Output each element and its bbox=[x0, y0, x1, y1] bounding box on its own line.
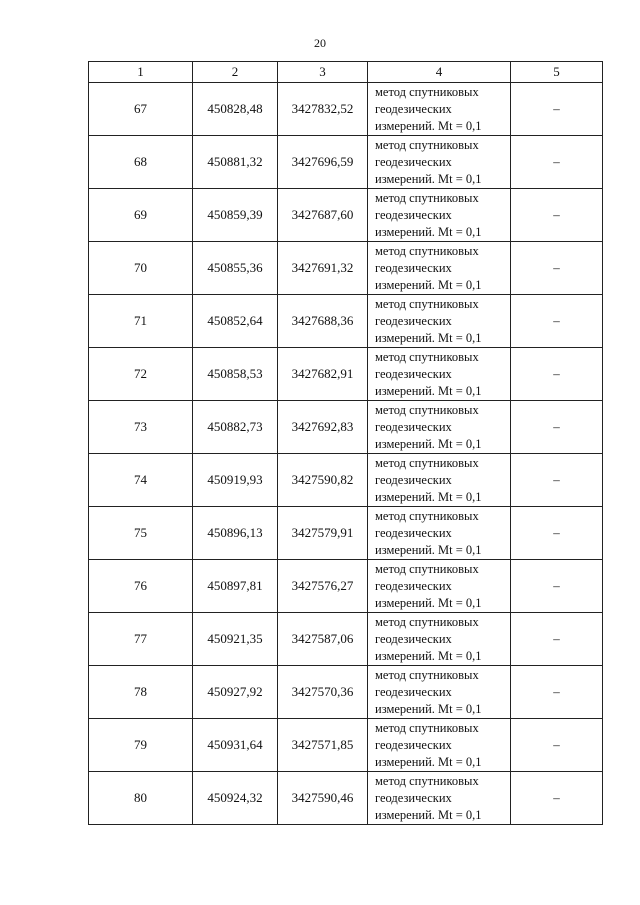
point-number: 75 bbox=[89, 507, 193, 560]
table-row bbox=[89, 189, 603, 242]
method-line: измерений. Mt = 0,1 bbox=[375, 224, 482, 239]
page-number: 20 bbox=[314, 36, 326, 50]
note: – bbox=[511, 719, 603, 772]
coordinate-x: 450896,13 bbox=[193, 507, 278, 560]
coordinate-y: 3427692,83 bbox=[278, 401, 368, 454]
coordinate-x: 450881,32 bbox=[193, 136, 278, 189]
note: – bbox=[511, 560, 603, 613]
method-line: измерений. Mt = 0,1 bbox=[375, 701, 482, 716]
method-line: измерений. Mt = 0,1 bbox=[375, 171, 482, 186]
method-line: метод спутниковых bbox=[375, 296, 479, 311]
method-line: измерений. Mt = 0,1 bbox=[375, 118, 482, 133]
table-row bbox=[89, 348, 603, 401]
coordinate-x: 450882,73 bbox=[193, 401, 278, 454]
coordinate-y: 3427688,36 bbox=[278, 295, 368, 348]
table-row bbox=[89, 613, 603, 666]
point-number: 77 bbox=[89, 613, 193, 666]
coordinate-y: 3427691,32 bbox=[278, 242, 368, 295]
coordinate-y: 3427590,82 bbox=[278, 454, 368, 507]
point-number: 74 bbox=[89, 454, 193, 507]
table-row bbox=[89, 401, 603, 454]
note: – bbox=[511, 348, 603, 401]
table-row bbox=[89, 295, 603, 348]
method-line: метод спутниковых bbox=[375, 720, 479, 735]
method-line: метод спутниковых bbox=[375, 190, 479, 205]
measurement-method bbox=[368, 666, 511, 719]
point-number: 76 bbox=[89, 560, 193, 613]
method-line: геодезических bbox=[375, 737, 452, 752]
point-number: 70 bbox=[89, 242, 193, 295]
method-line: геодезических bbox=[375, 366, 452, 381]
note: – bbox=[511, 83, 603, 136]
measurement-method bbox=[368, 454, 511, 507]
point-number: 67 bbox=[89, 83, 193, 136]
coordinate-x: 450859,39 bbox=[193, 189, 278, 242]
measurement-method bbox=[368, 348, 511, 401]
method-line: метод спутниковых bbox=[375, 508, 479, 523]
column-header-5: 5 bbox=[511, 62, 603, 83]
note: – bbox=[511, 454, 603, 507]
method-line: метод спутниковых bbox=[375, 243, 479, 258]
coordinate-x: 450828,48 bbox=[193, 83, 278, 136]
coordinates-table bbox=[88, 61, 603, 825]
point-number: 79 bbox=[89, 719, 193, 772]
method-line: геодезических bbox=[375, 260, 452, 275]
coordinate-x: 450924,32 bbox=[193, 772, 278, 825]
measurement-method bbox=[368, 772, 511, 825]
method-line: геодезических bbox=[375, 419, 452, 434]
column-header-4: 4 bbox=[368, 62, 511, 83]
table-row bbox=[89, 454, 603, 507]
method-line: геодезических bbox=[375, 525, 452, 540]
coordinate-y: 3427682,91 bbox=[278, 348, 368, 401]
method-line: метод спутниковых bbox=[375, 667, 479, 682]
measurement-method bbox=[368, 613, 511, 666]
header-row bbox=[89, 62, 603, 83]
table-row bbox=[89, 719, 603, 772]
coordinate-y: 3427832,52 bbox=[278, 83, 368, 136]
coordinate-x: 450897,81 bbox=[193, 560, 278, 613]
column-header-1: 1 bbox=[89, 62, 193, 83]
coordinate-y: 3427571,85 bbox=[278, 719, 368, 772]
point-number: 69 bbox=[89, 189, 193, 242]
measurement-method bbox=[368, 507, 511, 560]
coordinate-y: 3427576,27 bbox=[278, 560, 368, 613]
point-number: 78 bbox=[89, 666, 193, 719]
note: – bbox=[511, 772, 603, 825]
point-number: 73 bbox=[89, 401, 193, 454]
measurement-method bbox=[368, 719, 511, 772]
coordinate-y: 3427590,46 bbox=[278, 772, 368, 825]
table-row bbox=[89, 507, 603, 560]
method-line: измерений. Mt = 0,1 bbox=[375, 754, 482, 769]
coordinate-y: 3427570,36 bbox=[278, 666, 368, 719]
coordinate-x: 450927,92 bbox=[193, 666, 278, 719]
note: – bbox=[511, 613, 603, 666]
coordinate-x: 450855,36 bbox=[193, 242, 278, 295]
coordinate-y: 3427579,91 bbox=[278, 507, 368, 560]
point-number: 68 bbox=[89, 136, 193, 189]
column-header-2: 2 bbox=[193, 62, 278, 83]
method-line: метод спутниковых bbox=[375, 773, 479, 788]
coordinate-x: 450852,64 bbox=[193, 295, 278, 348]
point-number: 72 bbox=[89, 348, 193, 401]
note: – bbox=[511, 242, 603, 295]
note: – bbox=[511, 295, 603, 348]
coordinate-x: 450858,53 bbox=[193, 348, 278, 401]
table-row bbox=[89, 666, 603, 719]
note: – bbox=[511, 666, 603, 719]
method-line: геодезических bbox=[375, 790, 452, 805]
method-line: измерений. Mt = 0,1 bbox=[375, 436, 482, 451]
note: – bbox=[511, 136, 603, 189]
coordinate-y: 3427696,59 bbox=[278, 136, 368, 189]
method-line: измерений. Mt = 0,1 bbox=[375, 595, 482, 610]
measurement-method bbox=[368, 83, 511, 136]
coordinate-y: 3427587,06 bbox=[278, 613, 368, 666]
table-row bbox=[89, 136, 603, 189]
coordinate-x: 450921,35 bbox=[193, 613, 278, 666]
coordinate-x: 450919,93 bbox=[193, 454, 278, 507]
method-line: геодезических bbox=[375, 631, 452, 646]
table-row bbox=[89, 772, 603, 825]
method-line: метод спутниковых bbox=[375, 614, 479, 629]
method-line: измерений. Mt = 0,1 bbox=[375, 542, 482, 557]
method-line: метод спутниковых bbox=[375, 137, 479, 152]
method-line: измерений. Mt = 0,1 bbox=[375, 489, 482, 504]
method-line: геодезических bbox=[375, 313, 452, 328]
method-line: измерений. Mt = 0,1 bbox=[375, 648, 482, 663]
method-line: измерений. Mt = 0,1 bbox=[375, 277, 482, 292]
method-line: метод спутниковых bbox=[375, 561, 479, 576]
measurement-method bbox=[368, 295, 511, 348]
measurement-method bbox=[368, 560, 511, 613]
method-line: геодезических bbox=[375, 154, 452, 169]
coordinate-y: 3427687,60 bbox=[278, 189, 368, 242]
measurement-method bbox=[368, 189, 511, 242]
column-header-3: 3 bbox=[278, 62, 368, 83]
measurement-method bbox=[368, 401, 511, 454]
note: – bbox=[511, 189, 603, 242]
method-line: измерений. Mt = 0,1 bbox=[375, 383, 482, 398]
table-row bbox=[89, 83, 603, 136]
measurement-method bbox=[368, 242, 511, 295]
method-line: геодезических bbox=[375, 472, 452, 487]
method-line: геодезических bbox=[375, 578, 452, 593]
point-number: 80 bbox=[89, 772, 193, 825]
method-line: измерений. Mt = 0,1 bbox=[375, 807, 482, 822]
method-line: геодезических bbox=[375, 207, 452, 222]
coordinate-x: 450931,64 bbox=[193, 719, 278, 772]
table-row bbox=[89, 242, 603, 295]
note: – bbox=[511, 401, 603, 454]
method-line: метод спутниковых bbox=[375, 349, 479, 364]
method-line: геодезических bbox=[375, 101, 452, 116]
method-line: измерений. Mt = 0,1 bbox=[375, 330, 482, 345]
note: – bbox=[511, 507, 603, 560]
measurement-method bbox=[368, 136, 511, 189]
method-line: метод спутниковых bbox=[375, 455, 479, 470]
method-line: метод спутниковых bbox=[375, 84, 479, 99]
point-number: 71 bbox=[89, 295, 193, 348]
method-line: метод спутниковых bbox=[375, 402, 479, 417]
method-line: геодезических bbox=[375, 684, 452, 699]
table-row bbox=[89, 560, 603, 613]
